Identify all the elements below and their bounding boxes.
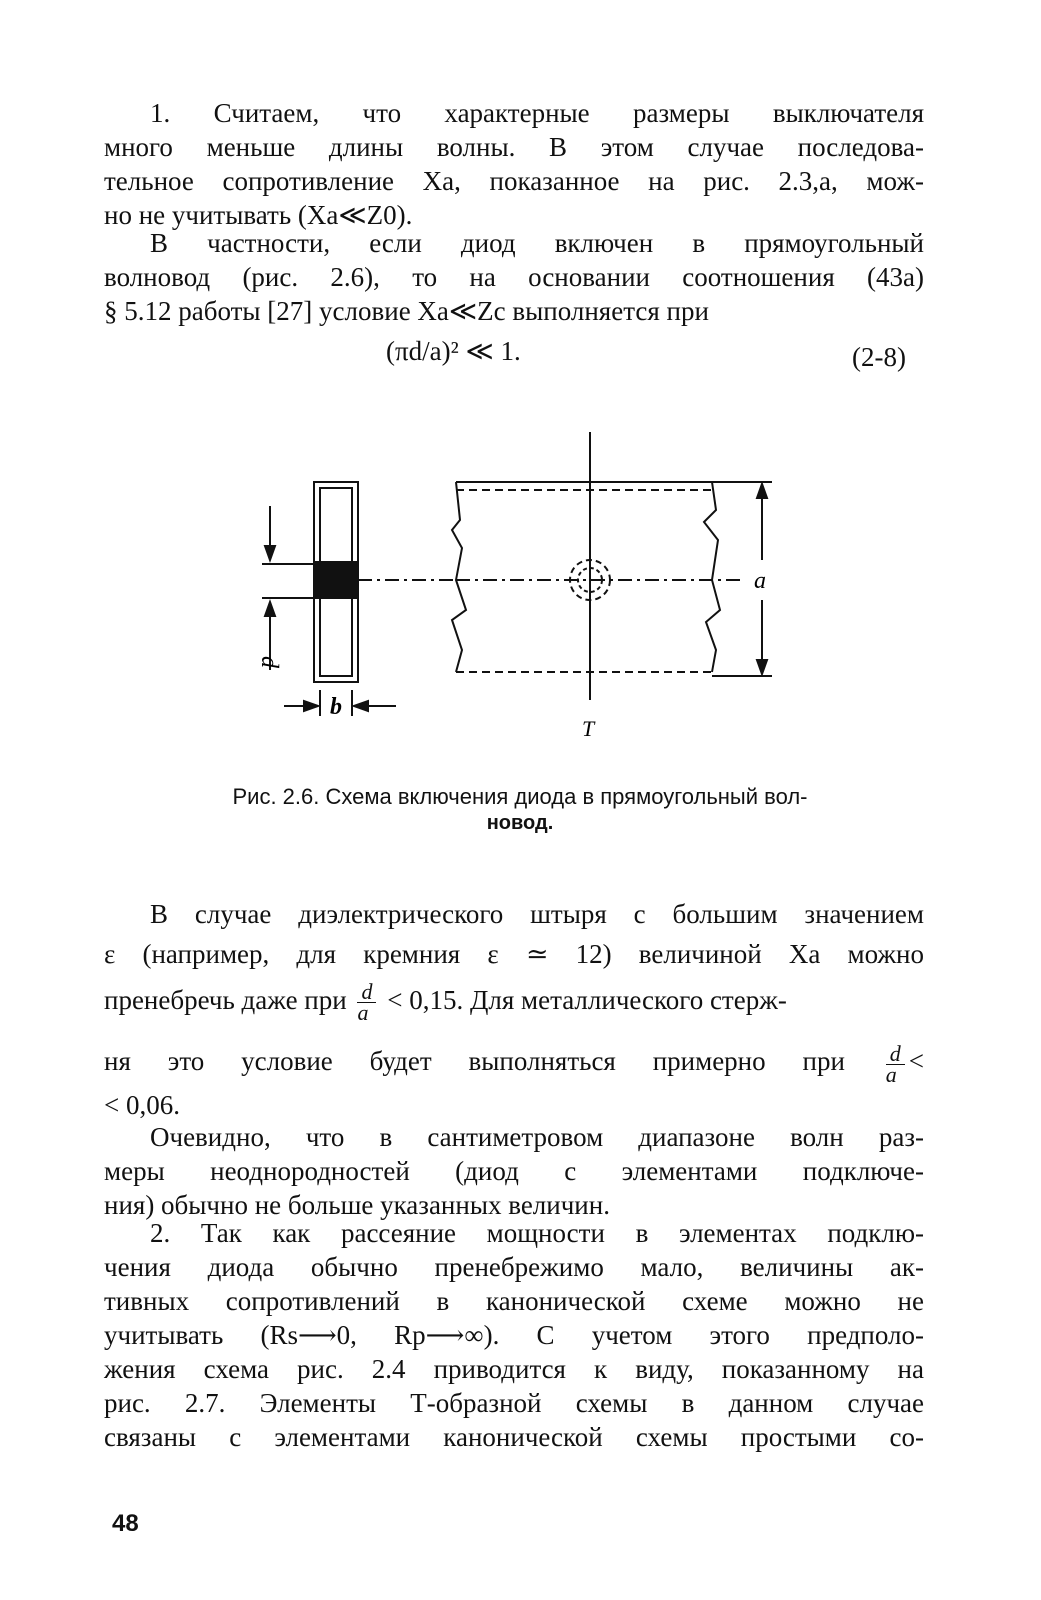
text-line: 2. Так как рассеяние мощности в элементах подклю- [150, 1218, 924, 1248]
caption-line-1: Рис. 2.6. Схема включения диода в прямоугольный вол- [232, 784, 808, 809]
figure-label-a: a [754, 568, 766, 594]
fraction-denominator: a [885, 1061, 897, 1087]
text-line: жения схема рис. 2.4 приводится к виду, показанному на [104, 1354, 924, 1384]
fraction-d-over-a [357, 979, 376, 1026]
text-fragment: < [908, 1046, 925, 1077]
figure-caption [170, 784, 870, 836]
text-line: чения диода обычно пренебрежимо мало, величины ак- [104, 1252, 924, 1282]
text-line: тивных сопротивлений в канонической схеме можно не [104, 1286, 924, 1316]
text-line: В частности, если диод включен в прямоугольный [150, 228, 924, 258]
formula-2-8: (πd/a)² ≪ 1. [386, 336, 521, 366]
text-line: § 5.12 работы [27] условие Xa≪Zc выполняется при [104, 296, 709, 326]
figure-label-T: T [582, 716, 595, 741]
paragraph-5 [104, 1216, 924, 1454]
text-line: ния) обычно не больше указанных величин. [104, 1190, 610, 1220]
paragraph-1 [104, 96, 924, 232]
text-line: ε (например, для кремния ε ≃ 12) величиной Xa можно [104, 939, 924, 969]
text-line: тельное сопротивление Xa, показанное на рис. 2.3,a, мож- [104, 166, 924, 196]
fraction-denominator: a [357, 1000, 369, 1026]
text-line: но не учитывать (Xa≪Z0). [104, 200, 413, 230]
text-fragment: < 0,15. Для металлического стерж- [387, 985, 787, 1015]
text-line: волновод (рис. 2.6), то на основании соотношения (43а) [104, 262, 924, 292]
text-line: меры неоднородностей (диод с элементами подключе- [104, 1156, 924, 1186]
text-line: 1. Считаем, что характерные размеры выключателя [150, 98, 924, 128]
text-line [104, 979, 924, 1026]
figure-label-b: b [330, 694, 342, 720]
equation-number: (2-8) [852, 342, 906, 372]
fraction-numerator: d [886, 1044, 905, 1065]
paragraph-3 [104, 894, 924, 1125]
text-line: связаны с элементами канонической схемы простыми со- [104, 1422, 924, 1452]
figure-2-6-diagram [0, 425, 1041, 785]
diode-block [316, 562, 356, 598]
paragraph-4 [104, 1120, 924, 1222]
text-fragment: ня это условие будет выполняться примерно при [104, 1046, 845, 1077]
text-line: учитывать (Rs⟶0, Rp⟶∞). С учетом этого предполо- [104, 1320, 924, 1350]
page-number: 48 [112, 1510, 139, 1537]
fraction-d-over-a [885, 1040, 905, 1087]
text-line: < 0,06. [104, 1089, 180, 1120]
text-line: В случае диэлектрического штыря с большим значением [150, 899, 924, 929]
fraction-numerator: d [357, 982, 376, 1003]
figure-label-d: d [256, 656, 282, 668]
text-fragment: пренебречь даже при [104, 985, 347, 1015]
text-line [104, 1040, 925, 1087]
paragraph-2 [104, 226, 924, 328]
text-line: Очевидно, что в сантиметровом диапазоне волн раз- [150, 1122, 924, 1152]
caption-line-2: новод. [486, 812, 554, 834]
text-line: много меньше длины волны. В этом случае последова- [104, 132, 924, 162]
text-line: рис. 2.7. Элементы Т-образной схемы в данном случае [104, 1388, 924, 1418]
